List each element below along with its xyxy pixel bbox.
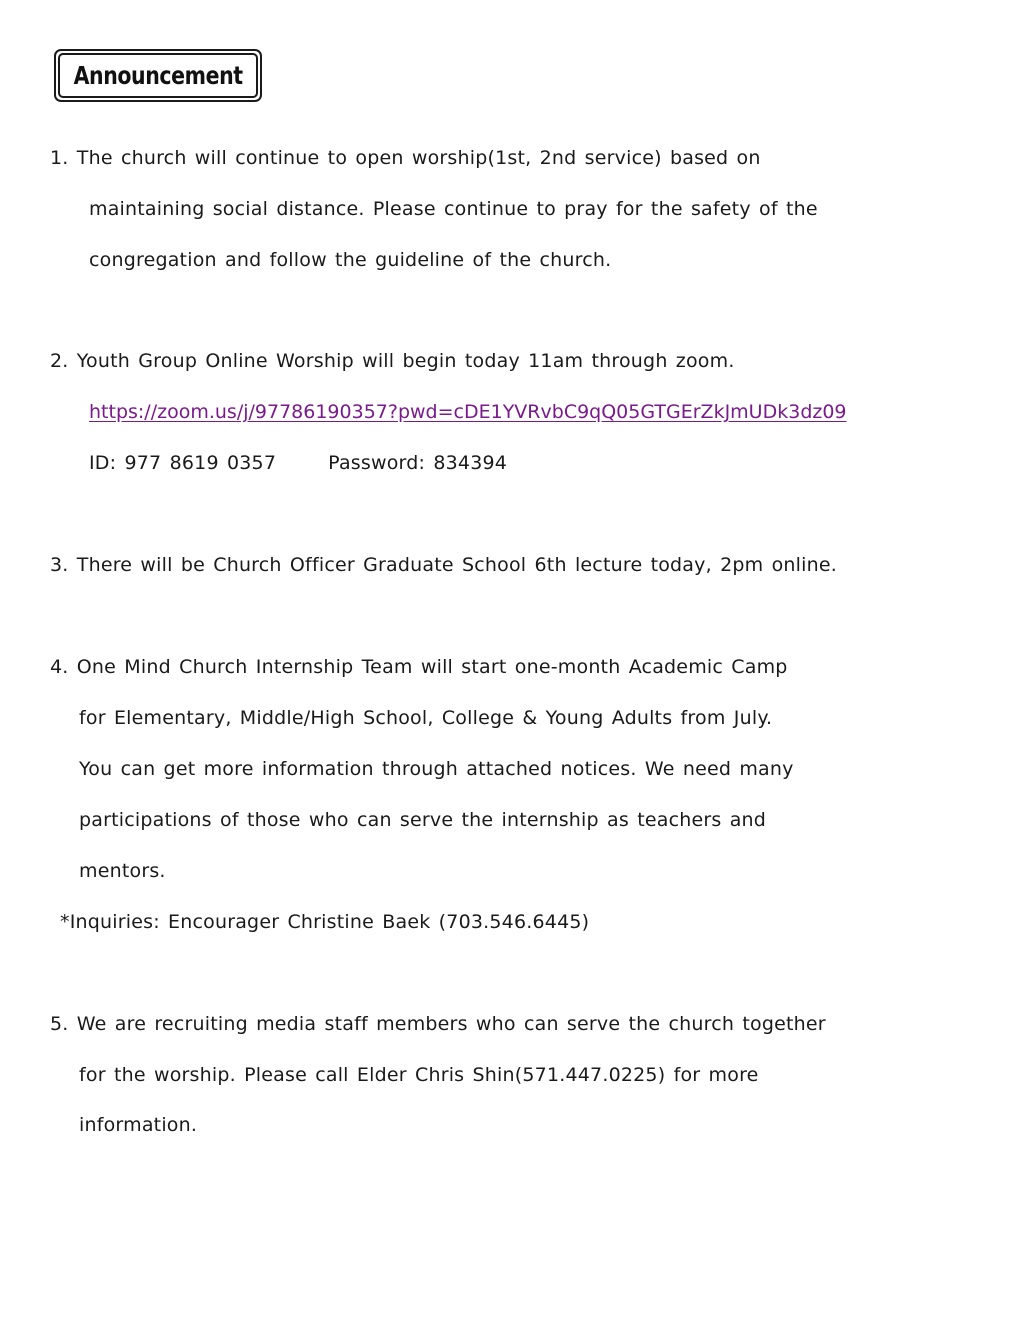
zoom-meeting-id: ID: 977 8619 0357 xyxy=(89,452,277,474)
item-5-line-2: for the worship. Please call Elder Chris Shin(571.447.0225) for more xyxy=(79,1064,759,1086)
item-4-line-1: 4. One Mind Church Internship Team will start one-month Academic Camp xyxy=(50,656,788,678)
item-5-line-3: information. xyxy=(79,1114,198,1136)
item-4-line-2: for Elementary, Middle/High School, College & Young Adults from July. xyxy=(79,707,773,729)
zoom-link[interactable]: https://zoom.us/j/97786190357?pwd=cDE1YVRvbC9qQ05GTGErZkJmUDk3dz09 xyxy=(89,401,847,423)
item-4-inquiry: *Inquiries: Encourager Christine Baek (703.546.6445) xyxy=(60,911,590,933)
item-5-line-1: 5. We are recruiting media staff members who can serve the church together xyxy=(50,1013,826,1035)
item-4-line-3: You can get more information through attached notices. We need many xyxy=(79,758,794,780)
item-4-line-4: participations of those who can serve the internship as teachers and xyxy=(79,809,767,831)
item-1-line-3: congregation and follow the guideline of the church. xyxy=(89,249,612,271)
item-1-line-2: maintaining social distance. Please continue to pray for the safety of the xyxy=(89,198,818,220)
item-4-line-5: mentors. xyxy=(79,860,166,882)
announcement-title-box xyxy=(54,49,262,102)
item-2-line-1: 2. Youth Group Online Worship will begin today 11am through zoom. xyxy=(50,350,735,372)
item-3-line-1: 3. There will be Church Officer Graduate School 6th lecture today, 2pm online. xyxy=(50,554,837,576)
zoom-password: Password: 834394 xyxy=(328,452,508,474)
zoom-credentials xyxy=(89,451,507,475)
item-1-line-1: 1. The church will continue to open worship(1st, 2nd service) based on xyxy=(50,147,761,169)
announcement-title-inner-border xyxy=(58,53,258,98)
page-title: Announcement xyxy=(73,61,243,90)
